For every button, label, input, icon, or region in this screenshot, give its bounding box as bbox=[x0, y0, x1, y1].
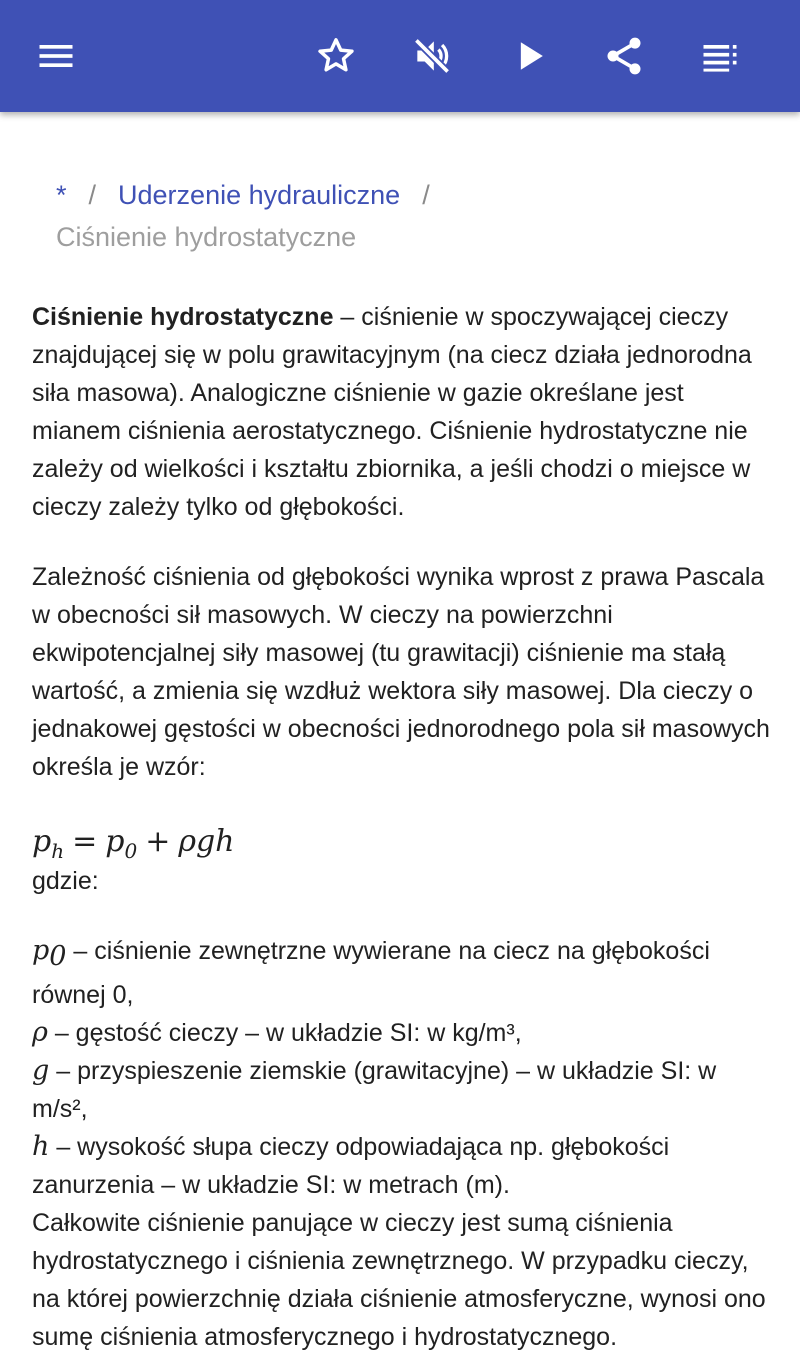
definition-text: – przyspieszenie ziemskie (grawitacyjne) – w układzie SI: w m/s², bbox=[32, 1057, 717, 1123]
star-icon bbox=[314, 34, 358, 78]
symbol-h: h bbox=[32, 1131, 50, 1162]
definition-p0 bbox=[32, 932, 772, 1014]
breadcrumb-separator: / bbox=[422, 180, 430, 210]
breadcrumb-separator: / bbox=[88, 180, 97, 210]
definition-text: – ciśnienie zewnętrzne wywierane na ciecz na głębokości równej 0, bbox=[32, 937, 710, 1009]
share-button[interactable] bbox=[596, 28, 652, 84]
breadcrumb-parent-link[interactable]: Uderzenie hydrauliczne bbox=[118, 180, 401, 210]
formula-plus: + bbox=[145, 824, 171, 859]
formula-p0-sub: 0 bbox=[124, 839, 138, 863]
article-body bbox=[32, 298, 772, 1356]
breadcrumb-current: Ciśnienie hydrostatyczne bbox=[56, 222, 357, 252]
definition-rho bbox=[32, 1014, 772, 1052]
article-content bbox=[0, 112, 800, 1351]
definition-h bbox=[32, 1128, 772, 1204]
breadcrumb bbox=[56, 174, 756, 258]
play-icon bbox=[508, 34, 552, 78]
definition-text: – wysokość słupa cieczy odpowiadająca np. głębokości zanurzenia – w układzie SI: w metrach (m). bbox=[32, 1133, 670, 1199]
app-toolbar bbox=[0, 0, 800, 112]
play-button[interactable] bbox=[502, 28, 558, 84]
article-title-term: Ciśnienie hydrostatyczne bbox=[32, 303, 334, 331]
hydrostatic-formula bbox=[32, 822, 772, 862]
definition-g bbox=[32, 1052, 772, 1128]
pascal-paragraph: Zależność ciśnienia od głębokości wynika wprost z prawa Pascala w obecności sił masowych. W cieczy na powierzchni ekwipotencjalnej siły masowej (tu grawitacji) ciśnienie ma stałą wartość, a zmienia się wzdłuż wektora siły masowej. Dla cieczy o jednakowej gęstości w obecności jednorodnego pola sił masowych określa je wzór: bbox=[32, 563, 770, 781]
breadcrumb-home-link[interactable]: * bbox=[56, 180, 67, 210]
formula-equals: = bbox=[72, 824, 98, 859]
table-of-contents-button[interactable] bbox=[692, 28, 748, 84]
definition-text: – gęstość cieczy – w układzie SI: w kg/m³, bbox=[47, 1019, 522, 1047]
formula-ph: p bbox=[32, 824, 52, 859]
formula-p0: p bbox=[105, 824, 125, 859]
symbol-g: g bbox=[32, 1055, 50, 1086]
share-icon bbox=[602, 34, 646, 78]
symbol-rho: ρ bbox=[32, 1017, 48, 1048]
toc-list-icon bbox=[698, 34, 742, 78]
volume-off-icon bbox=[410, 34, 454, 78]
gdzie-label: gdzie: bbox=[32, 867, 99, 895]
intro-text: – ciśnienie w spoczywającej cieczy znajdującej się w polu grawitacyjnym (na ciecz działa jednorodna siła masowa). Analogiczne ciśnienie w gazie określane jest mianem ciśnienia aerostatycznego. Ciśnienie hydrostatyczne nie zależy od wielkości i kształtu zbiornika, a jeśli chodzi o miejsce w cieczy zależy tylko od głębokości. bbox=[32, 303, 752, 521]
formula-ph-sub: h bbox=[51, 839, 65, 863]
favorite-button[interactable] bbox=[308, 28, 364, 84]
menu-button[interactable] bbox=[28, 28, 84, 84]
symbol-p0: p bbox=[32, 935, 50, 966]
formula-rho-g-h: ρgh bbox=[178, 824, 235, 859]
intro-paragraph bbox=[32, 298, 772, 526]
symbol-p0-sub: 0 bbox=[49, 941, 67, 972]
menu-icon bbox=[34, 34, 78, 78]
total-pressure-paragraph: Całkowite ciśnienie panujące w cieczy jest sumą ciśnienia hydrostatycznego i ciśnienia zewnętrznego. W przypadku cieczy, na której powierzchnię działa ciśnienie atmosferyczne, wynosi ono sumę ciśnienia atmosferycznego i hydrostatycznego. bbox=[32, 1209, 766, 1351]
mute-button[interactable] bbox=[404, 28, 460, 84]
